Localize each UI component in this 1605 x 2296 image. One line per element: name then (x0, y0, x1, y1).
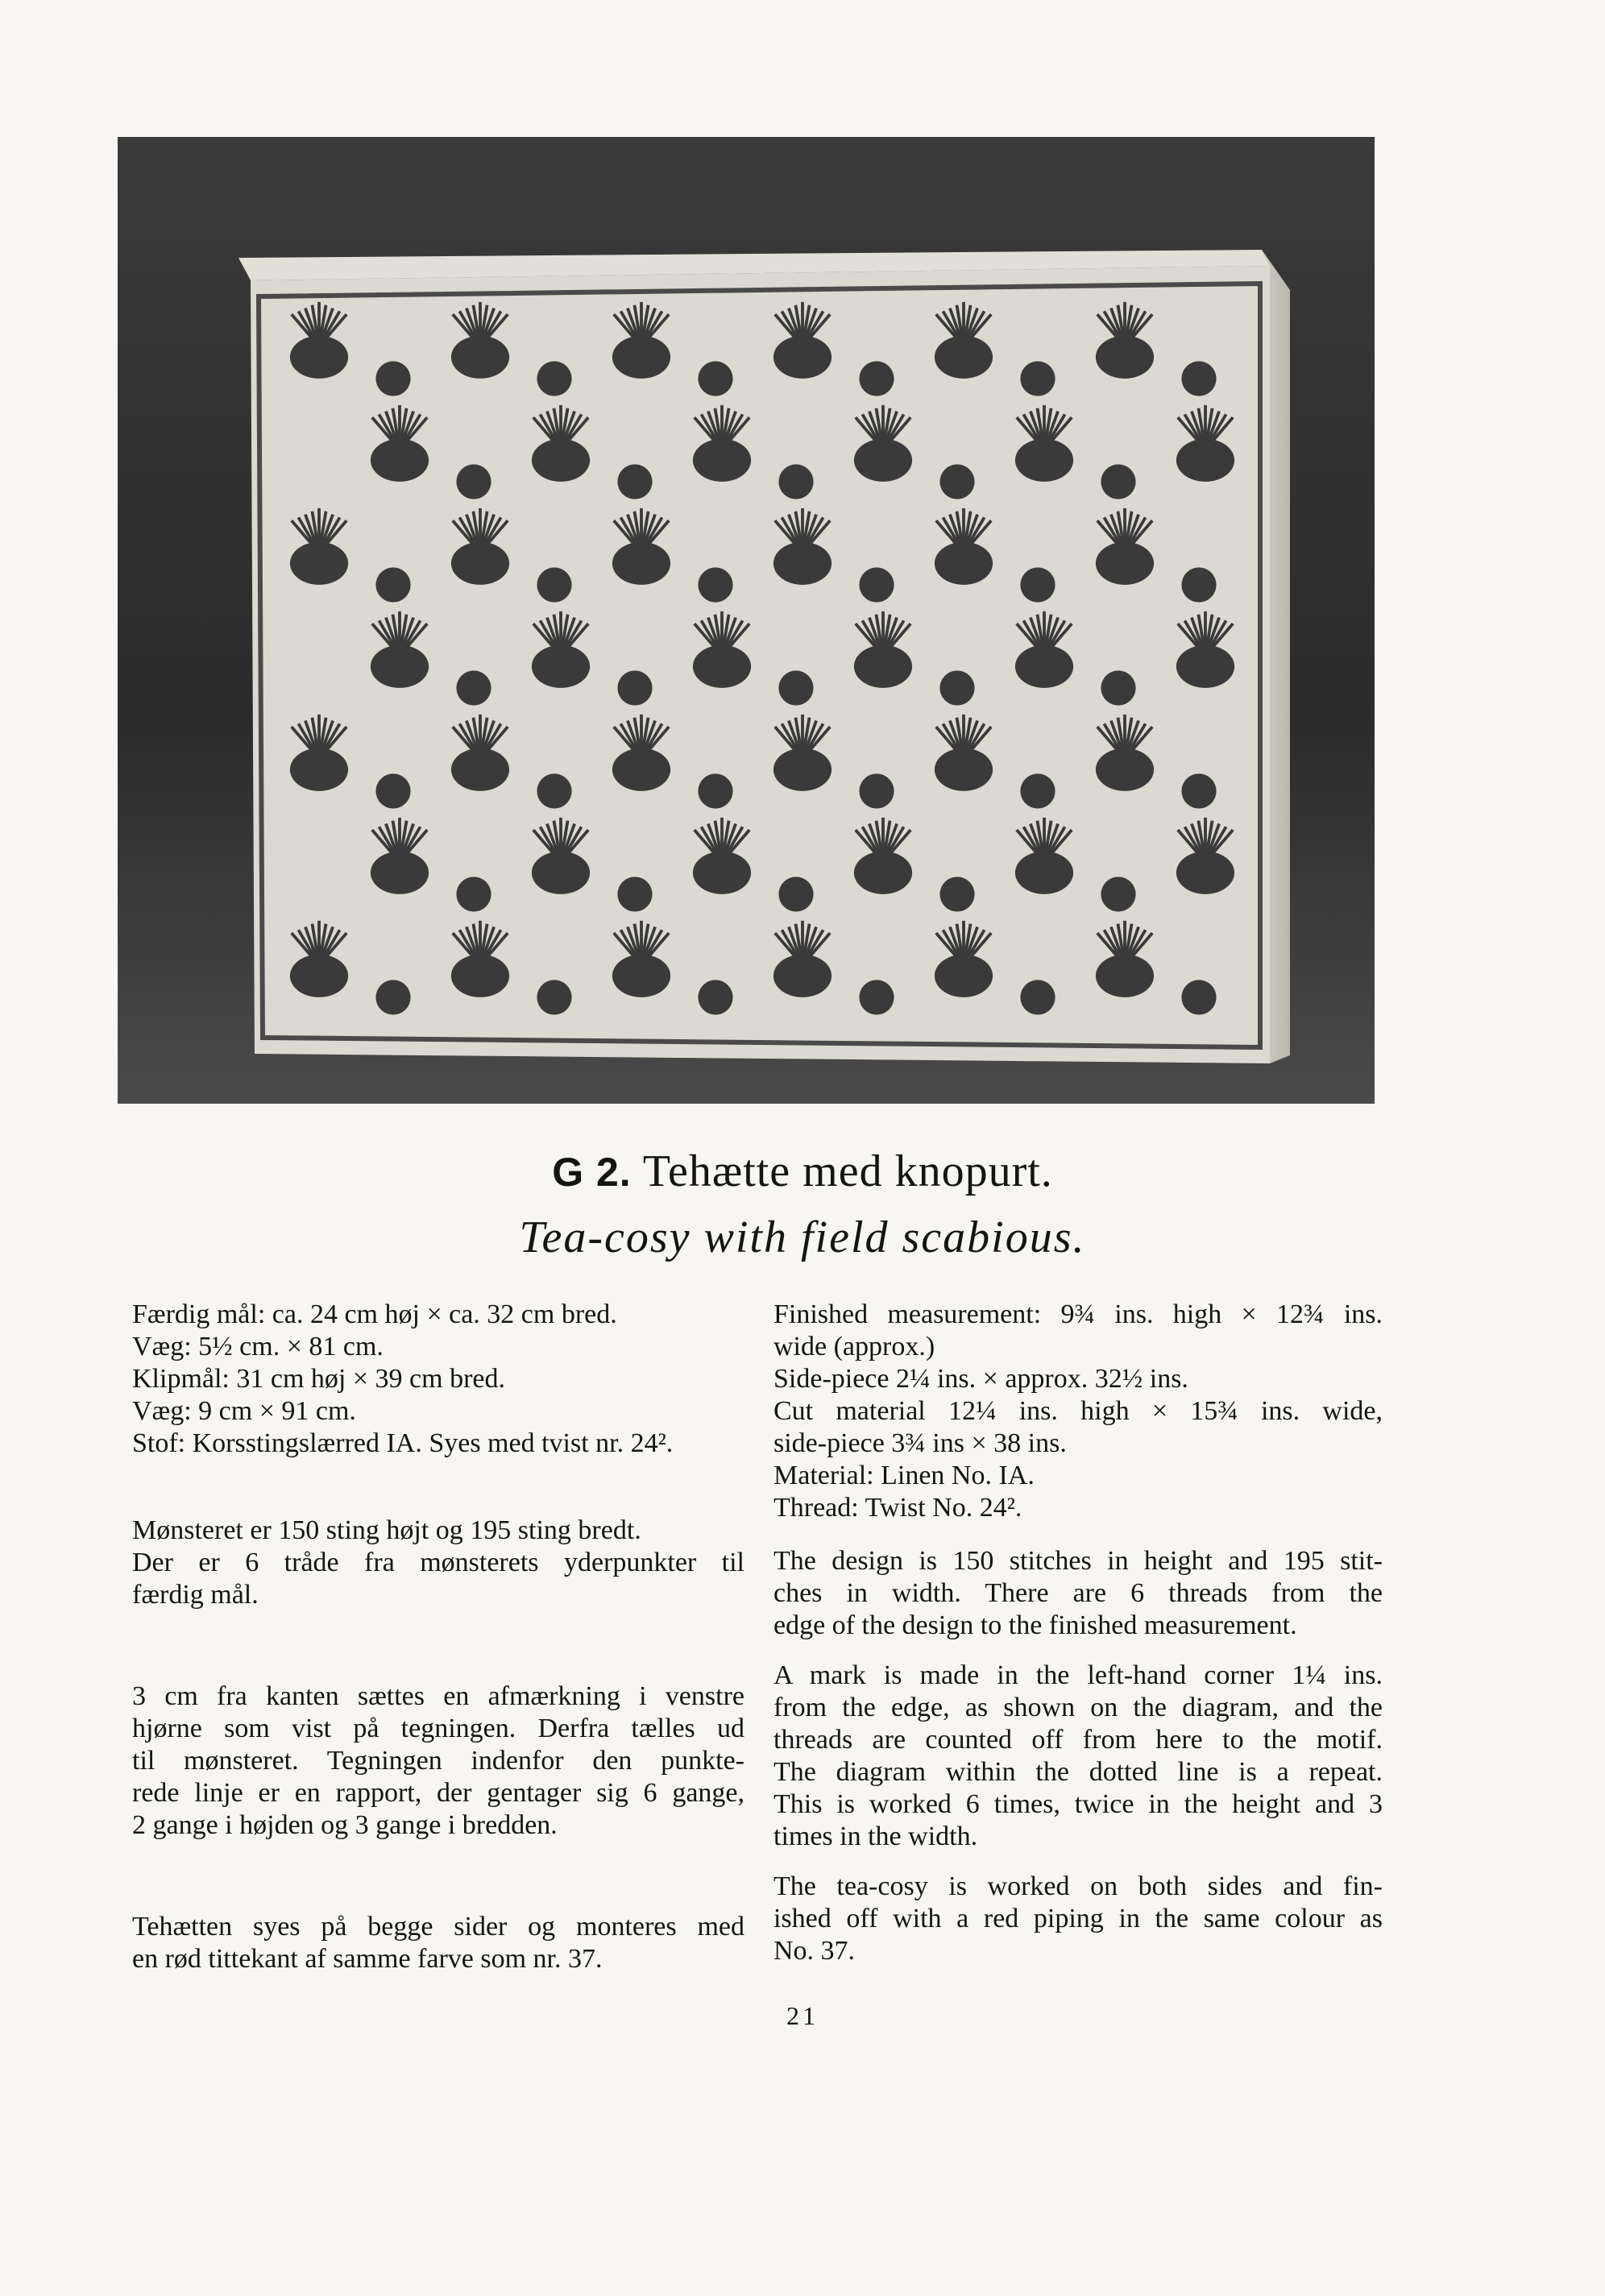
text-line: Material: Linen No. IA. (773, 1461, 1035, 1490)
text-line: Thread: Twist No. 24². (773, 1493, 1022, 1523)
scabious-bud-motif (698, 773, 732, 808)
scabious-bud-motif (859, 773, 894, 808)
scabious-bud-motif (617, 670, 652, 705)
text-line: Færdig mål: ca. 24 cm høj × ca. 32 cm bred. (132, 1299, 617, 1329)
text-line: The design is 150 stitches in height and 195 stit- (773, 1546, 1383, 1576)
text-line: times in the width. (773, 1821, 978, 1851)
text-line: rede linje er en rapport, der gentager sig 6 gange, (132, 1778, 744, 1808)
page-number: 21 (786, 2001, 819, 2030)
text-line: færdig mål. (132, 1580, 259, 1610)
danish-pattern-paragraph (132, 1515, 744, 1611)
danish-mark-paragraph (132, 1681, 744, 1842)
english-design-paragraph (773, 1545, 1383, 1642)
text-line: ches in width. There are 6 threads from the (773, 1578, 1383, 1608)
text-line: Finished measurement: 9¾ ins. high × 12¾ ins. (773, 1299, 1383, 1329)
scabious-bud-motif (1181, 361, 1216, 396)
scabious-bud-motif (778, 670, 813, 705)
scabious-bud-motif (617, 464, 652, 499)
text-line: 2 gange i højden og 3 gange i bredden. (132, 1810, 558, 1840)
text-line: A mark is made in the left-hand corner 1¼ ins. (773, 1660, 1383, 1690)
text-line: 3 cm fra kanten sættes en afmærkning i venstre (132, 1681, 744, 1711)
scabious-bud-motif (698, 567, 732, 602)
text-line: threads are counted off from here to the motif. (773, 1725, 1383, 1755)
scabious-bud-motif (939, 877, 974, 911)
text-line: Cut material 12¼ ins. high × 15¾ ins. wide, (773, 1396, 1383, 1426)
scabious-bud-motif (1101, 877, 1135, 911)
scabious-bud-motif (1020, 980, 1055, 1014)
scabious-bud-motif (456, 877, 491, 911)
text-line: This is worked 6 times, twice in the height and 3 (773, 1789, 1383, 1819)
scabious-bud-motif (537, 567, 571, 602)
text-line: hjørne som vist på tegningen. Derfra tælles ud (132, 1714, 744, 1743)
scabious-bud-motif (778, 464, 813, 499)
scabious-bud-motif (1020, 773, 1055, 808)
scabious-bud-motif (1181, 567, 1216, 602)
scabious-bud-motif (698, 980, 732, 1014)
text-line: wide (approx.) (773, 1332, 935, 1361)
scabious-bud-motif (698, 361, 732, 396)
scabious-bud-motif (1020, 361, 1055, 396)
text-line: The tea-cosy is worked on both sides and fin- (773, 1871, 1383, 1901)
text-line: Der er 6 tråde fra mønsterets yderpunkter til (132, 1548, 744, 1577)
text-line: side-piece 3¾ ins × 38 ins. (773, 1428, 1067, 1458)
scabious-bud-motif (537, 980, 571, 1014)
tea-cosy-illustration (118, 137, 1375, 1104)
text-line: No. 37. (773, 1936, 856, 1966)
english-mark-paragraph (773, 1660, 1383, 1853)
scabious-bud-motif (859, 361, 894, 396)
scabious-bud-motif (939, 464, 974, 499)
scabious-bud-motif (939, 670, 974, 705)
scabious-bud-motif (1181, 773, 1216, 808)
text-line: Mønsteret er 150 sting højt og 195 sting bredt. (132, 1515, 641, 1545)
text-line: Væg: 5½ cm. × 81 cm. (132, 1332, 384, 1361)
english-measurements (773, 1299, 1383, 1524)
text-line: Tehætten syes på begge sider og monteres med (132, 1912, 744, 1942)
text-line: edge of the design to the finished measurement. (773, 1610, 1297, 1640)
english-title: Tea-cosy with field scabious. (519, 1212, 1086, 1262)
scabious-bud-motif (1020, 567, 1055, 602)
scabious-bud-motif (456, 670, 491, 705)
text-line: Stof: Korsstingslærred IA. Syes med tvist nr. 24². (132, 1428, 674, 1458)
scabious-bud-motif (375, 773, 410, 808)
scabious-bud-motif (778, 877, 813, 911)
scabious-bud-motif (375, 361, 410, 396)
danish-title: Tehætte med knopurt. (642, 1146, 1053, 1196)
scabious-bud-motif (537, 773, 571, 808)
scabious-bud-motif (1101, 464, 1135, 499)
english-column (773, 1299, 1383, 1967)
scabious-bud-motif (375, 567, 410, 602)
scabious-bud-motif (537, 361, 571, 396)
text-line: The diagram within the dotted line is a repeat. (773, 1757, 1383, 1787)
text-line: Væg: 9 cm × 91 cm. (132, 1396, 356, 1426)
danish-measurements (132, 1299, 744, 1460)
danish-column (132, 1299, 744, 1975)
danish-caption (0, 1146, 1605, 1197)
text-line: Side-piece 2¼ ins. × approx. 32½ ins. (773, 1364, 1188, 1394)
scabious-bud-motif (1101, 670, 1135, 705)
figure-code: G 2. (552, 1150, 632, 1195)
scabious-bud-motif (617, 877, 652, 911)
text-line: from the edge, as shown on the diagram, and the (773, 1693, 1383, 1722)
tea-cosy-photo (118, 137, 1375, 1104)
text-line: en rød tittekant af samme farve som nr. 37. (132, 1944, 603, 1974)
scabious-bud-motif (859, 980, 894, 1014)
scabious-bud-motif (1181, 980, 1216, 1014)
danish-finish-paragraph (132, 1911, 744, 1975)
scabious-bud-motif (456, 464, 491, 499)
scabious-bud-motif (375, 980, 410, 1014)
text-line: Klipmål: 31 cm høj × 39 cm bred. (132, 1364, 505, 1394)
scabious-bud-motif (859, 567, 894, 602)
text-line: til mønsteret. Tegningen indenfor den punkte- (132, 1746, 744, 1776)
english-finish-paragraph (773, 1871, 1383, 1967)
text-line: ished off with a red piping in the same colour as (773, 1904, 1383, 1933)
